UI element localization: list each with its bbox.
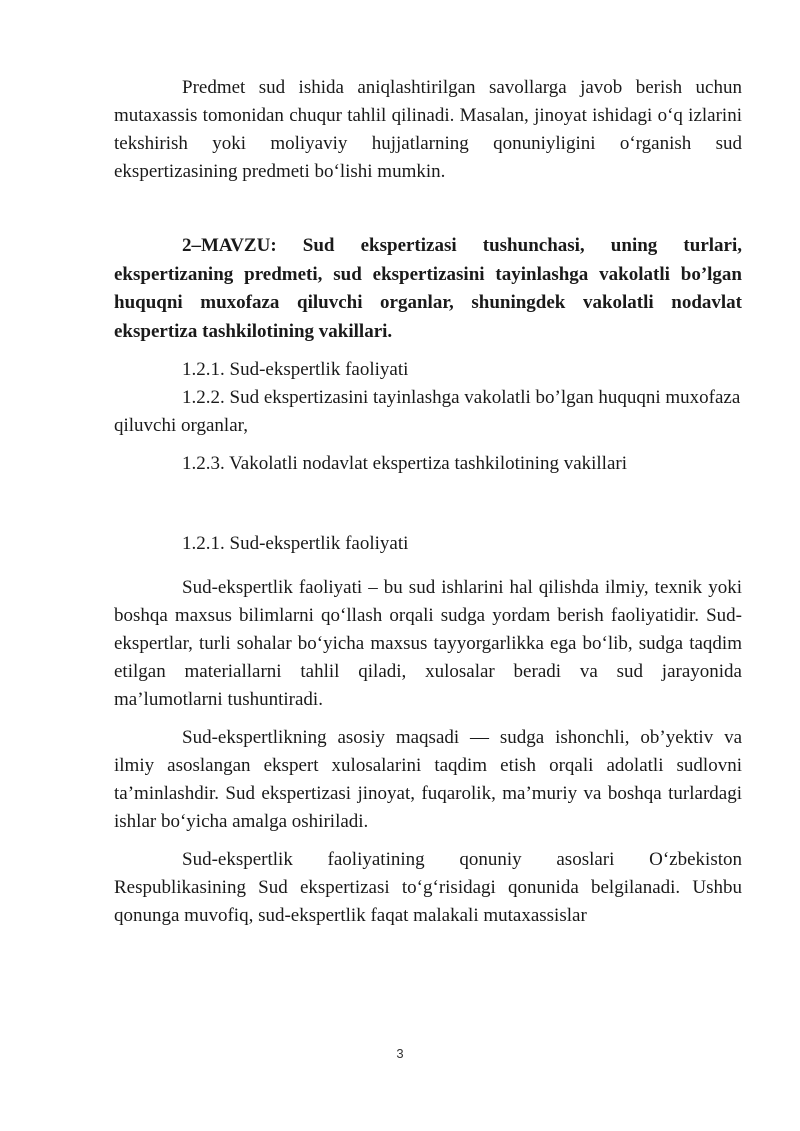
- body-paragraph-3: Sud-ekspertlik faoliyatining qonuniy asoslari O‘zbekiston Respublikasining Sud ekspertizasi to‘g‘risidagi qonunida belgilanadi. Ushbu qonunga muvofiq, sud-ekspertlik faqat malakali mutaxassislar: [114, 849, 742, 926]
- spacer: [114, 836, 742, 846]
- outline-item-1: 1.2.1. Sud-ekspertlik faoliyati: [182, 359, 409, 380]
- outline-item-2: 1.2.2. Sud ekspertizasini tayinlashga vakolatli bo’lgan huquqni muxofaza qiluvchi organlar,: [114, 387, 741, 436]
- section-title: 1.2.1. Sud-ekspertlik faoliyati: [182, 533, 409, 554]
- spacer: [114, 440, 742, 450]
- body-paragraph-1: Sud-ekspertlik faoliyati – bu sud ishlarini hal qilishda ilmiy, texnik yoki boshqa maxsus bilimlarni qo‘llash orqali sudga yordam berish faoliyatidir. Sud-ekspertlar, turli sohalar bo‘yicha maxsus tayyorgarlikka ega bo‘lib, sudga taqdim etilgan materiallarni tahlil qiladi, xulosalar beradi va sud jarayonida ma’lumotlarni tushuntiradi.: [114, 577, 742, 710]
- outline-item-3: 1.2.3. Vakolatli nodavlat ekspertiza tashkilotining vakillari: [182, 453, 627, 474]
- spacer: [114, 714, 742, 724]
- body-paragraph-2: Sud-ekspertlikning asosiy maqsadi — sudga ishonchli, ob’yektiv va ilmiy asoslangan ekspert xulosalarini taqdim etish orqali adolatli sudlovni ta’minlashdir. Sud ekspertizasi jinoyat, fuqarolik, ma’muriy va boshqa turlardagi ishlar bo‘yicha amalga oshiriladi.: [114, 727, 742, 832]
- document-page: [114, 74, 742, 930]
- spacer: [114, 346, 742, 356]
- spacer: [114, 558, 742, 574]
- spacer: [114, 478, 742, 530]
- spacer: [114, 186, 742, 232]
- intro-paragraph: Predmet sud ishida aniqlashtirilgan savollarga javob berish uchun mutaxassis tomonidan chuqur tahlil qilinadi. Masalan, jinoyat ishidagi o‘q izlarini tekshirish yoki moliyaviy hujjatlarning qonuniyligini o‘rganish sud ekspertizasining predmeti bo‘lishi mumkin.: [114, 77, 742, 182]
- page-number: 3: [396, 1046, 404, 1061]
- topic-heading: 2–MAVZU: Sud ekspertizasi tushunchasi, uning turlari, ekspertizaning predmeti, sud ekspertizasini tayinlashga vakolatli bo’lgan huquqni muxofaza qiluvchi organlar, shuningdek vakolatli nodavlat ekspertiza tashkilotining vakillari.: [114, 235, 742, 342]
